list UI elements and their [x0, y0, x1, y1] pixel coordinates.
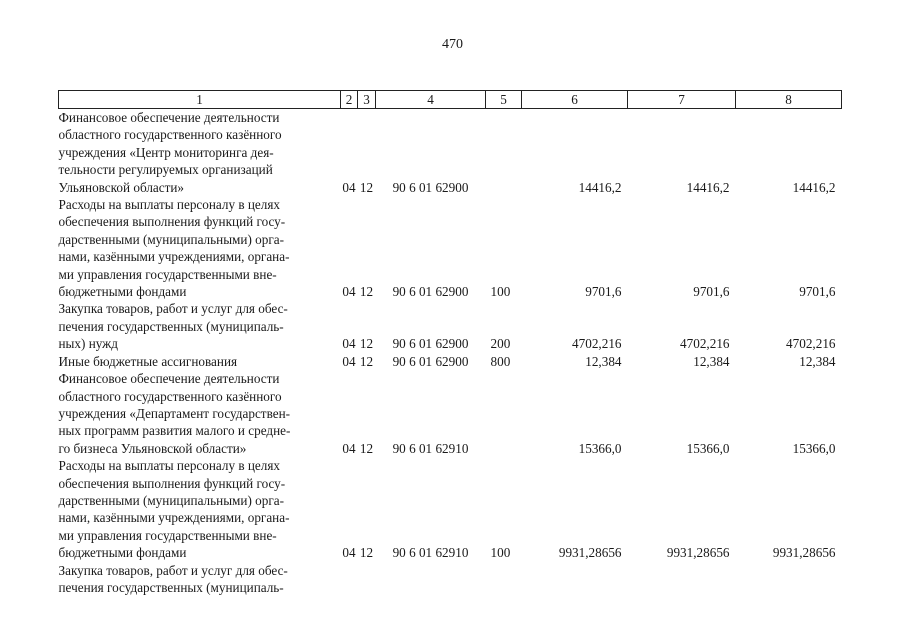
- amount-col6-cell: [522, 562, 628, 597]
- budget-table: [58, 90, 842, 596]
- header-row: [59, 91, 842, 109]
- table-row: [59, 300, 842, 352]
- row-name-line: обеспечения выполнения функций госу-: [58, 475, 286, 491]
- header-cell-5: 5: [486, 91, 522, 109]
- header-cell-2: 2: [341, 91, 358, 109]
- expense-type-cell: 100: [490, 545, 511, 561]
- amount-col8-cell: 15366,0: [792, 440, 836, 456]
- header-cell-3: 3: [358, 91, 376, 109]
- header-cell-4: 4: [376, 91, 486, 109]
- row-name-line: бюджетными фондами: [58, 284, 187, 300]
- target-article-cell: 90 6 01 62910: [392, 440, 469, 456]
- target-article-cell: [376, 562, 486, 597]
- row-name-line: дарственными (муниципальными) орга-: [58, 492, 284, 508]
- row-name-cell: [59, 300, 341, 352]
- section-code-cell: 04: [342, 179, 356, 195]
- row-name-line: областного государственного казённого: [58, 127, 282, 143]
- target-article-cell: 90 6 01 62900: [392, 284, 469, 300]
- row-name-line: тельности регулируемых организаций: [58, 162, 273, 178]
- row-name-cell: [59, 562, 341, 597]
- row-name-line: печения государственных (муниципаль-: [58, 579, 284, 595]
- amount-col8-cell: 9701,6: [799, 284, 836, 300]
- expense-type-cell: 200: [490, 336, 511, 352]
- row-name-line: учреждения «Центр мониторинга дея-: [58, 144, 274, 160]
- row-name-line: бюджетными фондами: [58, 545, 187, 561]
- section-code-cell: 04: [342, 353, 356, 369]
- table-row: [59, 353, 842, 370]
- amount-col8-cell: 9931,28656: [772, 545, 836, 561]
- section-code-cell: 04: [342, 284, 356, 300]
- amount-col7-cell: 9931,28656: [666, 545, 730, 561]
- table-row: [59, 562, 842, 597]
- target-article-cell: 90 6 01 62900: [392, 179, 469, 195]
- amount-col6-cell: 12,384: [585, 353, 622, 369]
- section-code-cell: 04: [342, 440, 356, 456]
- row-name-line: Финансовое обеспечение деятельности: [58, 110, 280, 125]
- header-cell-8: 8: [736, 91, 842, 109]
- row-name-line: нами, казёнными учреждениями, органа-: [58, 510, 290, 526]
- subsection-code-cell: 12: [359, 440, 374, 456]
- row-name-line: Финансовое обеспечение деятельности: [58, 371, 280, 387]
- table-row: [59, 109, 842, 197]
- row-name-cell: [59, 109, 341, 197]
- subsection-code-cell: 12: [359, 284, 374, 300]
- table-row: [59, 370, 842, 457]
- row-name-line: печения государственных (муниципаль-: [58, 318, 284, 334]
- amount-col6-cell: 15366,0: [578, 440, 622, 456]
- amount-col6-cell: 9701,6: [585, 284, 622, 300]
- amount-col6-cell: 4702,216: [572, 336, 622, 352]
- amount-col8-cell: 14416,2: [792, 179, 836, 195]
- row-name-line: Закупка товаров, работ и услуг для обес-: [58, 301, 288, 317]
- expense-type-cell: 100: [490, 284, 511, 300]
- subsection-code-cell: 12: [359, 353, 374, 369]
- row-name-line: ных) нужд: [58, 336, 118, 352]
- amount-col7-cell: 9701,6: [693, 284, 730, 300]
- row-name-cell: [59, 370, 341, 457]
- row-name-line: Расходы на выплаты персоналу в целях: [58, 458, 281, 474]
- row-name-line: ных программ развития малого и средне-: [58, 423, 291, 439]
- row-name-line: Иные бюджетные ассигнования: [58, 353, 238, 369]
- row-name-line: го бизнеса Ульяновской области»: [58, 440, 247, 456]
- header-cell-7: 7: [628, 91, 736, 109]
- row-name-cell: [59, 457, 341, 561]
- row-name-line: Расходы на выплаты персоналу в целях: [58, 197, 281, 213]
- row-name-line: Закупка товаров, работ и услуг для обес-: [58, 562, 288, 578]
- row-name-cell: [59, 196, 341, 300]
- row-name-line: ми управления государственными вне-: [58, 527, 277, 543]
- table-body: [59, 109, 842, 597]
- row-name-cell: [59, 353, 341, 370]
- subsection-code-cell: 12: [359, 179, 374, 195]
- expense-type-cell: [486, 109, 522, 197]
- section-code-cell: [341, 562, 358, 597]
- subsection-code-cell: 12: [359, 545, 374, 561]
- expense-type-cell: [486, 562, 522, 597]
- section-code-cell: 04: [342, 545, 356, 561]
- table-header: [59, 91, 842, 109]
- amount-col7-cell: 12,384: [693, 353, 730, 369]
- row-name-line: учреждения «Департамент государствен-: [58, 405, 291, 421]
- page-number: 470: [442, 37, 463, 52]
- row-name-line: нами, казёнными учреждениями, органа-: [58, 249, 290, 265]
- row-name-line: обеспечения выполнения функций госу-: [58, 214, 286, 230]
- amount-col7-cell: 14416,2: [686, 179, 730, 195]
- row-name-line: ми управления государственными вне-: [58, 266, 277, 282]
- table-row: [59, 196, 842, 300]
- expense-type-cell: [486, 370, 522, 457]
- subsection-code-cell: 12: [359, 336, 374, 352]
- amount-col6-cell: 14416,2: [578, 179, 622, 195]
- target-article-cell: 90 6 01 62900: [392, 336, 469, 352]
- amount-col7-cell: 15366,0: [686, 440, 730, 456]
- header-cell-1: 1: [59, 91, 341, 109]
- row-name-line: Ульяновской области»: [58, 179, 185, 195]
- table-row: [59, 457, 842, 561]
- target-article-cell: 90 6 01 62900: [392, 353, 469, 369]
- target-article-cell: 90 6 01 62910: [392, 545, 469, 561]
- amount-col7-cell: [628, 562, 736, 597]
- row-name-line: дарственными (муниципальными) орга-: [58, 231, 284, 247]
- expense-type-cell: 800: [490, 353, 511, 369]
- amount-col7-cell: 4702,216: [680, 336, 730, 352]
- amount-col8-cell: 12,384: [799, 353, 836, 369]
- amount-col6-cell: 9931,28656: [558, 545, 622, 561]
- amount-col8-cell: 4702,216: [786, 336, 836, 352]
- row-name-line: областного государственного казённого: [58, 388, 282, 404]
- section-code-cell: 04: [342, 336, 356, 352]
- subsection-code-cell: [358, 562, 376, 597]
- header-cell-6: 6: [522, 91, 628, 109]
- amount-col8-cell: [736, 562, 842, 597]
